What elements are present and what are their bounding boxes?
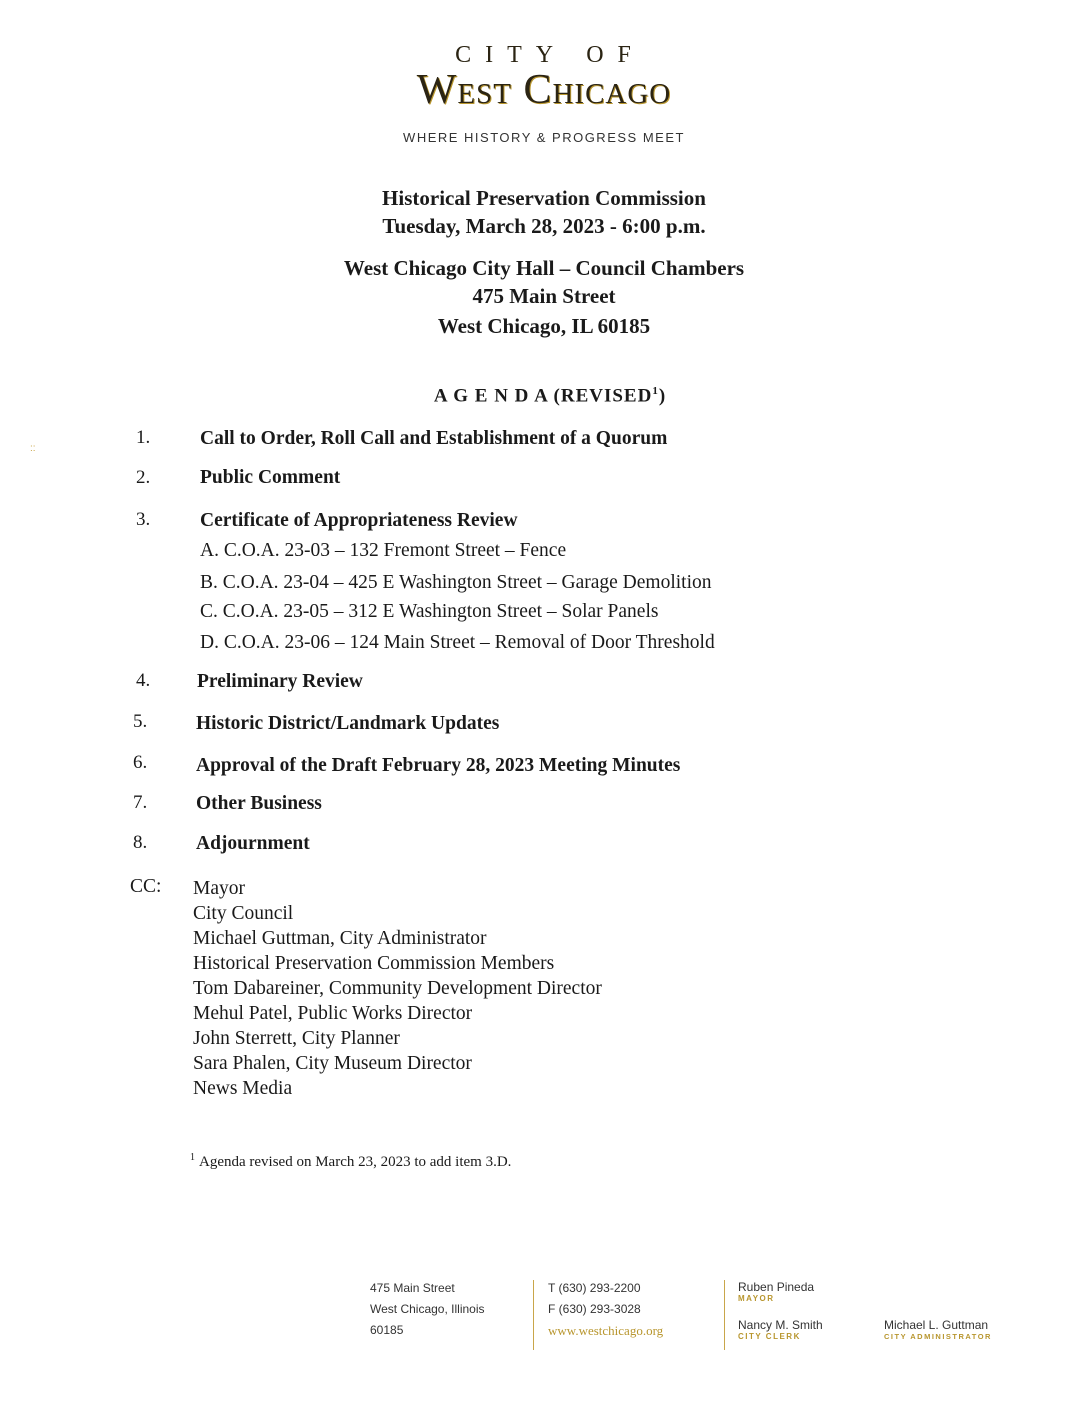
cc-recipient: Mayor <box>193 878 245 899</box>
cc-recipient: Tom Dabareiner, Community Development Director <box>193 978 602 999</box>
logo-city-name: West Chicago <box>416 67 672 113</box>
meeting-datetime: Tuesday, March 28, 2023 - 6:00 p.m. <box>382 214 706 238</box>
logo-city-of: CITY OF <box>455 42 645 68</box>
agenda-sub-item: D. C.O.A. 23-06 – 124 Main Street – Removal of Door Threshold <box>200 632 715 653</box>
agenda-sub-item: B. C.O.A. 23-04 – 425 E Washington Street – Garage Demolition <box>200 572 712 593</box>
agenda-item-number: 1. <box>136 427 151 448</box>
agenda-item-label: Approval of the Draft February 28, 2023 Meeting Minutes <box>196 755 681 776</box>
agenda-item-label: Historic District/Landmark Updates <box>196 713 500 734</box>
agenda-item-label: Adjournment <box>196 833 310 854</box>
agenda-item-number: 7. <box>133 792 148 813</box>
commission-title: Historical Preservation Commission <box>382 186 706 210</box>
footer-address: 475 Main Street West Chicago, Illinois 60185 <box>370 1281 485 1337</box>
cc-recipient: Mehul Patel, Public Works Director <box>193 1003 473 1024</box>
agenda-item-label: Other Business <box>196 793 322 814</box>
logo-tagline: WHERE HISTORY & PROGRESS MEET <box>403 130 685 145</box>
agenda-item-label: Call to Order, Roll Call and Establishment of a Quorum <box>200 428 668 449</box>
footer-divider <box>724 1280 725 1350</box>
footer-mayor: Ruben Pineda MAYOR <box>738 1280 815 1303</box>
footer-divider <box>533 1280 534 1350</box>
cc-recipient: Historical Preservation Commission Members <box>193 953 555 974</box>
meeting-citystate: West Chicago, IL 60185 <box>437 314 651 338</box>
cc-list <box>193 876 602 1101</box>
agenda-item-number: 5. <box>133 711 148 732</box>
cc-label: CC: <box>130 876 162 897</box>
footer-clerk: Nancy M. Smith CITY CLERK <box>738 1318 823 1341</box>
agenda-item-number: 2. <box>136 467 151 488</box>
meeting-venue: West Chicago City Hall – Council Chambers <box>343 256 745 280</box>
agenda-item-label: Preliminary Review <box>197 671 363 692</box>
cc-recipient: City Council <box>193 903 294 924</box>
cc-recipient: John Sterrett, City Planner <box>193 1028 400 1049</box>
footer-website-link[interactable]: www.westchicago.org <box>548 1323 664 1338</box>
agenda-sub-item: C. C.O.A. 23-05 – 312 E Washington Street – Solar Panels <box>200 601 659 622</box>
footer-administrator: Michael L. Guttman CITY ADMINISTRATOR <box>884 1318 992 1341</box>
agenda-item-number: 4. <box>136 670 151 691</box>
margin-mark: :: <box>30 443 36 454</box>
cc-recipient: Sara Phalen, City Museum Director <box>193 1053 472 1074</box>
agenda-item-label: Public Comment <box>200 467 341 488</box>
meeting-street: 475 Main Street <box>472 284 616 308</box>
agenda-item-number: 6. <box>133 752 148 773</box>
agenda-item-label: Certificate of Appropriateness Review <box>200 510 518 531</box>
agenda-item-number: 3. <box>136 509 151 530</box>
cc-recipient: Michael Guttman, City Administrator <box>193 928 487 949</box>
cc-recipient: News Media <box>193 1078 293 1099</box>
footnote: $^1$ Agenda revised on March 23, 2023 to add item 3.D. <box>190 1152 512 1170</box>
agenda-item-number: 8. <box>133 832 148 853</box>
agenda-sub-item: A. C.O.A. 23-03 – 132 Fremont Street – Fence <box>200 540 567 561</box>
agenda-title: A G E N D A (REVISED$^1$) <box>433 385 667 407</box>
footer-contact: T (630) 293-2200 F (630) 293-3028 www.westchicago.org <box>548 1278 663 1341</box>
